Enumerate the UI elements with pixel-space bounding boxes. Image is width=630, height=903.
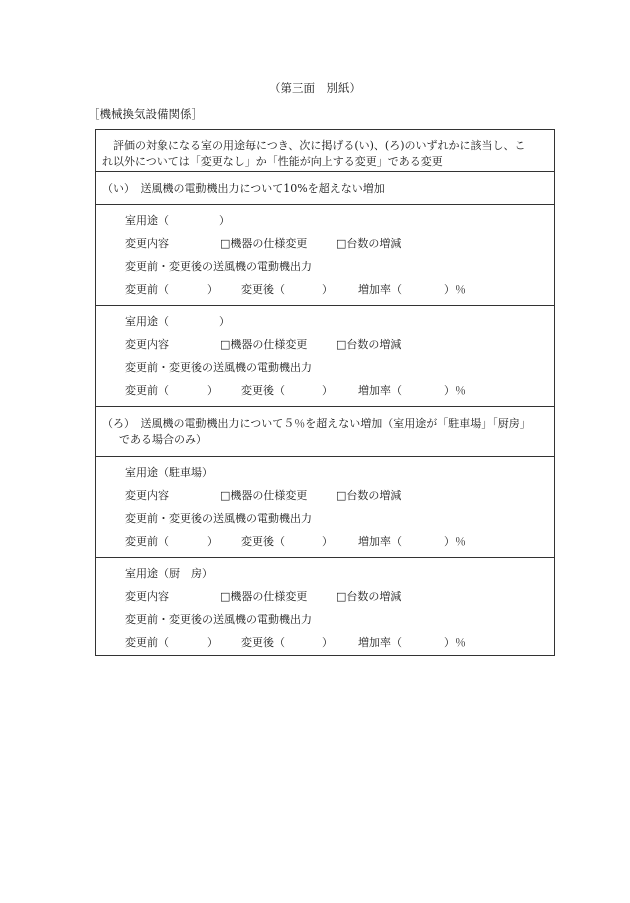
intro-line: 評価の対象になる室の用途毎につき、次に掲げる(い)、(ろ)のいずれかに該当し、こ (113, 139, 526, 152)
change-label: 変更内容 (125, 237, 169, 250)
room-use-label: 室用途 (125, 466, 158, 479)
after-label: 変更後 (241, 384, 274, 397)
rate-label: 増加率 (358, 636, 391, 649)
category-ro-header-line: である場合のみ） (119, 433, 207, 446)
percent-sign: ％ (455, 283, 466, 296)
after-label: 変更後 (241, 283, 274, 296)
after-label: 変更後 (241, 636, 274, 649)
intro-paragraph (96, 130, 554, 172)
spec-change-checkbox[interactable]: □機器の仕様変更 (220, 338, 308, 351)
spec-change-checkbox[interactable]: □機器の仕様変更 (220, 590, 308, 603)
values-row: 変更前（ ） 変更後（ ） 増加率（ ）％ (125, 636, 466, 649)
count-change-checkbox[interactable]: □台数の増減 (336, 489, 402, 502)
before-label: 変更前 (125, 384, 158, 397)
before-label: 変更前 (125, 535, 158, 548)
change-row (125, 488, 545, 504)
rate-label: 増加率 (358, 283, 391, 296)
count-change-checkbox[interactable]: □台数の増減 (336, 590, 402, 603)
output-label: 変更前・変更後の送風機の電動機出力 (125, 361, 312, 374)
change-label: 変更内容 (125, 338, 169, 351)
count-change-checkbox[interactable]: □台数の増減 (336, 237, 402, 250)
percent-sign: ％ (455, 636, 466, 649)
output-label: 変更前・変更後の送風機の電動機出力 (125, 613, 312, 626)
room-use-row: 室用途（ ） (125, 315, 230, 328)
change-label: 変更内容 (125, 590, 169, 603)
change-row (125, 236, 545, 252)
room-use-label: 室用途 (125, 567, 158, 580)
before-label: 変更前 (125, 283, 158, 296)
room-use-row: 室用途（厨 房） (125, 567, 213, 580)
room-use-value: 駐車場 (169, 466, 202, 479)
before-label: 変更前 (125, 636, 158, 649)
entry-block (96, 558, 554, 659)
count-change-checkbox[interactable]: □台数の増減 (336, 338, 402, 351)
change-row (125, 589, 545, 605)
output-label: 変更前・変更後の送風機の電動機出力 (125, 260, 312, 273)
entry-block (96, 306, 554, 407)
change-label: 変更内容 (125, 489, 169, 502)
room-use-label: 室用途 (125, 214, 158, 227)
values-row: 変更前（ ） 変更後（ ） 増加率（ ）％ (125, 283, 466, 296)
room-use-row: 室用途（ ） (125, 214, 230, 227)
percent-sign: ％ (455, 384, 466, 397)
entry-block (96, 205, 554, 306)
output-label: 変更前・変更後の送風機の電動機出力 (125, 512, 312, 525)
spec-change-checkbox[interactable]: □機器の仕様変更 (220, 237, 308, 250)
room-use-row: 室用途（駐車場） (125, 466, 213, 479)
room-use-value: 厨 房 (169, 567, 202, 580)
spec-change-checkbox[interactable]: □機器の仕様変更 (220, 489, 308, 502)
page-title: （第三面 別紙） (269, 81, 361, 95)
values-row: 変更前（ ） 変更後（ ） 増加率（ ）％ (125, 535, 466, 548)
form-table (95, 129, 555, 656)
change-row (125, 337, 545, 353)
entry-block (96, 457, 554, 558)
intro-line: れ以外については「変更なし」か「性能が向上する変更」である変更 (102, 155, 443, 168)
after-label: 変更後 (241, 535, 274, 548)
rate-label: 増加率 (358, 535, 391, 548)
category-ro-header-line: （ろ） 送風機の電動機出力について５％を超えない増加（室用途が「駐車場」「厨房」 (102, 417, 531, 430)
room-use-label: 室用途 (125, 315, 158, 328)
rate-label: 増加率 (358, 384, 391, 397)
values-row: 変更前（ ） 変更後（ ） 増加率（ ）％ (125, 384, 466, 397)
section-label: ［機械換気設備関係］ (88, 107, 203, 121)
category-i-header: （い） 送風機の電動機出力について10%を超えない増加 (96, 172, 554, 205)
percent-sign: ％ (455, 535, 466, 548)
category-ro-header (96, 407, 554, 457)
